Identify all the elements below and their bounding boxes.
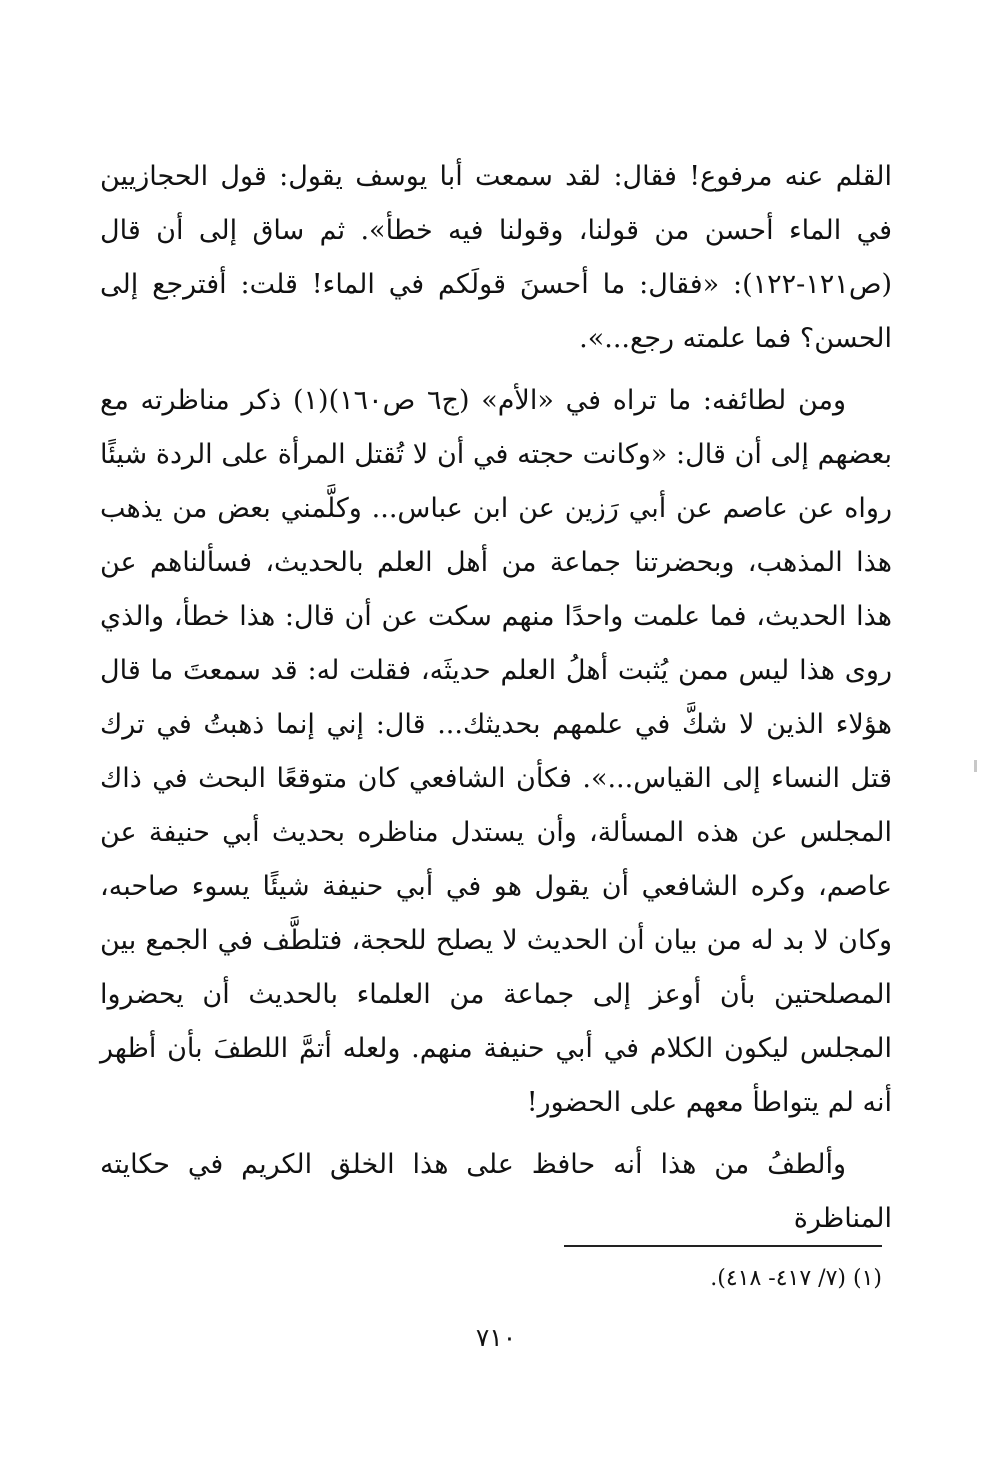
footnote-divider bbox=[564, 1245, 882, 1247]
paragraph-3: وألطفُ من هذا أنه حافظ على هذا الخلق الكريم في حكايته المناظرة bbox=[100, 1149, 892, 1234]
page-number: ٧١٠ bbox=[475, 1323, 517, 1352]
paragraph-1: القلم عنه مرفوع! فقال: لقد سمعت أبا يوسف يقول: قول الحجازيين في الماء أحسن من قولنا، وقولنا فيه خطأ». ثم ساق إلى أن قال (ص١٢١-١٢٢): «فقال: ما أحسنَ قولَكم في الماء! قلت: أفترجع إلى الحسن؟ فما علمته رجع...». bbox=[100, 161, 892, 354]
paragraph-2: ومن لطائفه: ما تراه في «الأم» (ج٦ ص١٦٠)(١) ذكر مناظرته مع بعضهم إلى أن قال: «وكانت حجته في أن لا تُقتل المرأة على الردة شيئًا رواه عن عاصم عن أبي رَزين عن ابن عباس... وكلَّمني بعض من يذهب هذا المذهب، وبحضرتنا جماعة من أهل العلم بالحديث، فسألناهم عن هذا الحديث، فما علمت واحدًا منهم سكت عن أن قال: هذا خطأ، والذي روى هذا ليس ممن يُثبت أهلُ العلم حديثَه، فقلت له: قد سمعتَ ما قال هؤلاء الذين لا شكَّ في علمهم بحديثك... قال: إني إنما ذهبتُ في ترك قتل النساء إلى القياس...». فكأن الشافعي كان متوقعًا البحث في ذاك المجلس عن هذه المسألة، وأن يستدل مناظره بحديث أبي حنيفة عن عاصم، وكره الشافعي أن يقول هو في أبي حنيفة شيئًا يسوء صاحبه، وكان لا بد له من بيان أن الحديث لا يصلح للحجة، فتلطَّف في الجمع بين المصلحتين بأن أوعز إلى جماعة من العلماء بالحديث أن يحضروا المجلس ليكون الكلام في أبي حنيفة منهم. ولعله أتمَّ اللطفَ بأن أظهر أنه لم يتواطأ معهم على الحضور! bbox=[100, 385, 892, 1118]
footnote: (١) (٧/ ٤١٧- ٤١٨). bbox=[710, 1266, 882, 1291]
scan-speck-mark bbox=[974, 760, 977, 772]
main-text-block bbox=[100, 150, 892, 1254]
